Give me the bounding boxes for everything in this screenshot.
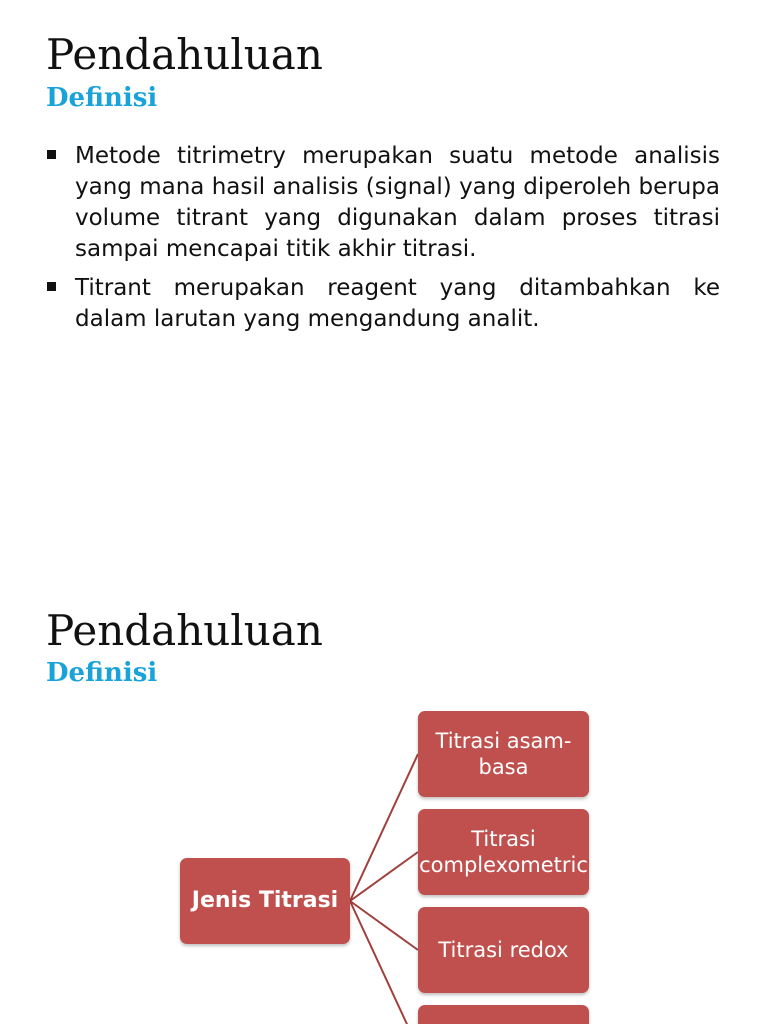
connector-line: [350, 901, 418, 950]
diagram-root-node: [180, 858, 350, 944]
diagram-child-node: [418, 907, 589, 993]
connector-line: [350, 901, 418, 1024]
bullet-text: Metode titrimetry merupakan suatu metode analisis yang mana hasil analisis (signal) yang diperoleh berupa volume titrant yang digunakan dalam proses titrasi sampai mencapai titik akhir titrasi.: [75, 143, 720, 262]
slide-2: [0, 576, 768, 1024]
connector-line: [350, 852, 418, 901]
square-bullet-icon: [47, 150, 56, 159]
hierarchy-diagram: [0, 576, 768, 1024]
bullet-text: Titrant merupakan reagent yang ditambahkan ke dalam larutan yang mengandung analit.: [75, 275, 720, 332]
square-bullet-icon: [47, 282, 56, 291]
slide-subtitle: Definisi: [46, 658, 158, 688]
diagram-connectors: [0, 576, 768, 1024]
bullet-list: [46, 141, 720, 343]
node-label: Titrasi complexometric: [419, 827, 588, 877]
bullet-item: [46, 273, 720, 335]
diagram-child-node: [418, 711, 589, 797]
diagram-child-node: [418, 1005, 589, 1024]
slide-subtitle: Definisi: [46, 83, 158, 113]
connector-line: [350, 754, 418, 901]
bullet-item: [46, 141, 720, 265]
node-label: Titrasi asam-basa: [435, 729, 572, 779]
slide-title: Pendahuluan: [46, 606, 323, 655]
slide-title: Pendahuluan: [46, 30, 323, 79]
node-label: Titrasi redox: [438, 938, 569, 962]
node-label: Jenis Titrasi: [191, 888, 339, 913]
diagram-child-node: [418, 809, 589, 895]
